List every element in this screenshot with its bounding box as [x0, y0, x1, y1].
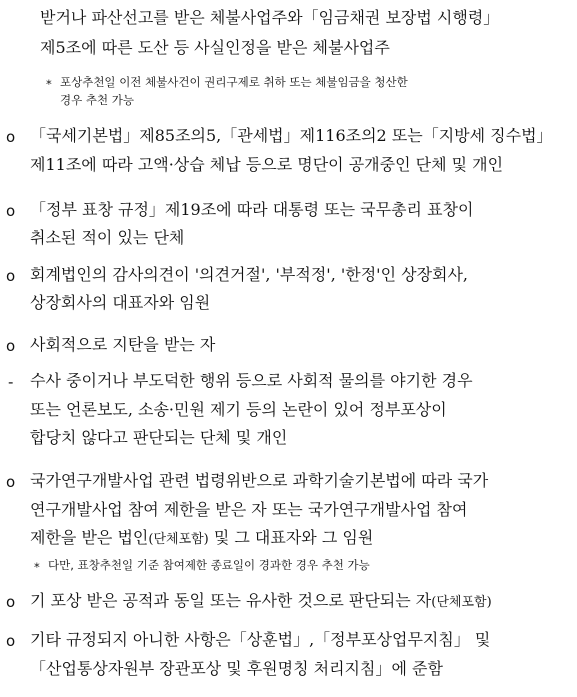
bullet-marker: o	[6, 593, 16, 611]
item-2-line-2: 취소된 적이 있는 단체	[30, 228, 185, 247]
item-6-line-3-small: (단체포함)	[148, 532, 209, 547]
item-4-line-1: 사회적으로 지탄을 받는 자	[30, 335, 216, 354]
intro-line-2: 제5조에 따른 도산 등 사실인정을 받은 체불사업주	[40, 38, 390, 57]
item-5-line-2: 또는 언론보도, 소송·민원 제기 등의 논란이 있어 정부포상이	[30, 400, 447, 419]
bullet-marker: o	[6, 128, 16, 146]
dash-marker: -	[8, 373, 14, 391]
item-6-line-3-rest: 및 그 대표자와 그 임원	[208, 528, 374, 547]
item-3-line-2: 상장회사의 대표자와 임원	[30, 293, 211, 312]
bullet-marker: o	[6, 337, 16, 355]
item-7-line-1-main: 기 포상 받은 공적과 동일 또는 유사한 것으로 판단되는 자	[30, 591, 432, 610]
intro-note-line-2: 경우 추천 가능	[60, 93, 134, 107]
item-5-line-3: 합당치 않다고 판단되는 단체 및 개인	[30, 428, 288, 447]
bullet-marker: o	[6, 473, 16, 491]
bullet-marker: o	[6, 267, 16, 285]
item-7-line-1-small: (단체포함)	[431, 595, 492, 610]
item-3-line-1: 회계법인의 감사의견이 '의견거절', '부적정', '한정'인 상장회사,	[30, 265, 469, 284]
bullet-marker: o	[6, 202, 16, 220]
intro-note-marker: *	[46, 77, 52, 91]
item-6-line-2: 연구개발사업 참여 제한을 받은 자 또는 국가연구개발사업 참여	[30, 500, 468, 519]
item-6-line-1: 국가연구개발사업 관련 법령위반으로 과학기술기본법에 따라 국가	[30, 471, 489, 490]
item-6-note-marker: *	[34, 560, 40, 574]
item-6-note: 다만, 표창추천일 기준 참여제한 종료일이 경과한 경우 추천 가능	[48, 558, 370, 572]
item-1-line-1: 「국세기본법」제85조의5,「관세법」제116조의2 또는「지방세 징수법」	[30, 126, 553, 145]
bullet-marker: o	[6, 632, 16, 650]
item-5-line-1: 수사 중이거나 부도덕한 행위 등으로 사회적 물의를 야기한 경우	[30, 371, 473, 390]
item-8-line-2: 「산업통상자원부 장관포상 및 후원명칭 처리지침」에 준함	[30, 659, 443, 678]
item-8-line-1: 기타 규정되지 아니한 사항은「상훈법」,「정부포상업무지침」 및	[30, 630, 491, 649]
item-2-line-1: 「정부 표창 규정」제19조에 따라 대통령 또는 국무총리 표창이	[30, 200, 474, 219]
item-6-line-3	[30, 528, 373, 550]
intro-line-1: 받거나 파산선고를 받은 체불사업주와「임금채권 보장법 시행령」	[40, 8, 500, 27]
intro-note-line-1: 포상추천일 이전 체불사건이 권리구제로 취하 또는 체불임금을 청산한	[60, 75, 408, 89]
item-1-line-2: 제11조에 따라 고액·상습 체납 등으로 명단이 공개중인 단체 및 개인	[30, 155, 504, 174]
item-7-line-1	[30, 591, 492, 613]
item-6-line-3-main: 제한을 받은 법인	[30, 528, 149, 547]
